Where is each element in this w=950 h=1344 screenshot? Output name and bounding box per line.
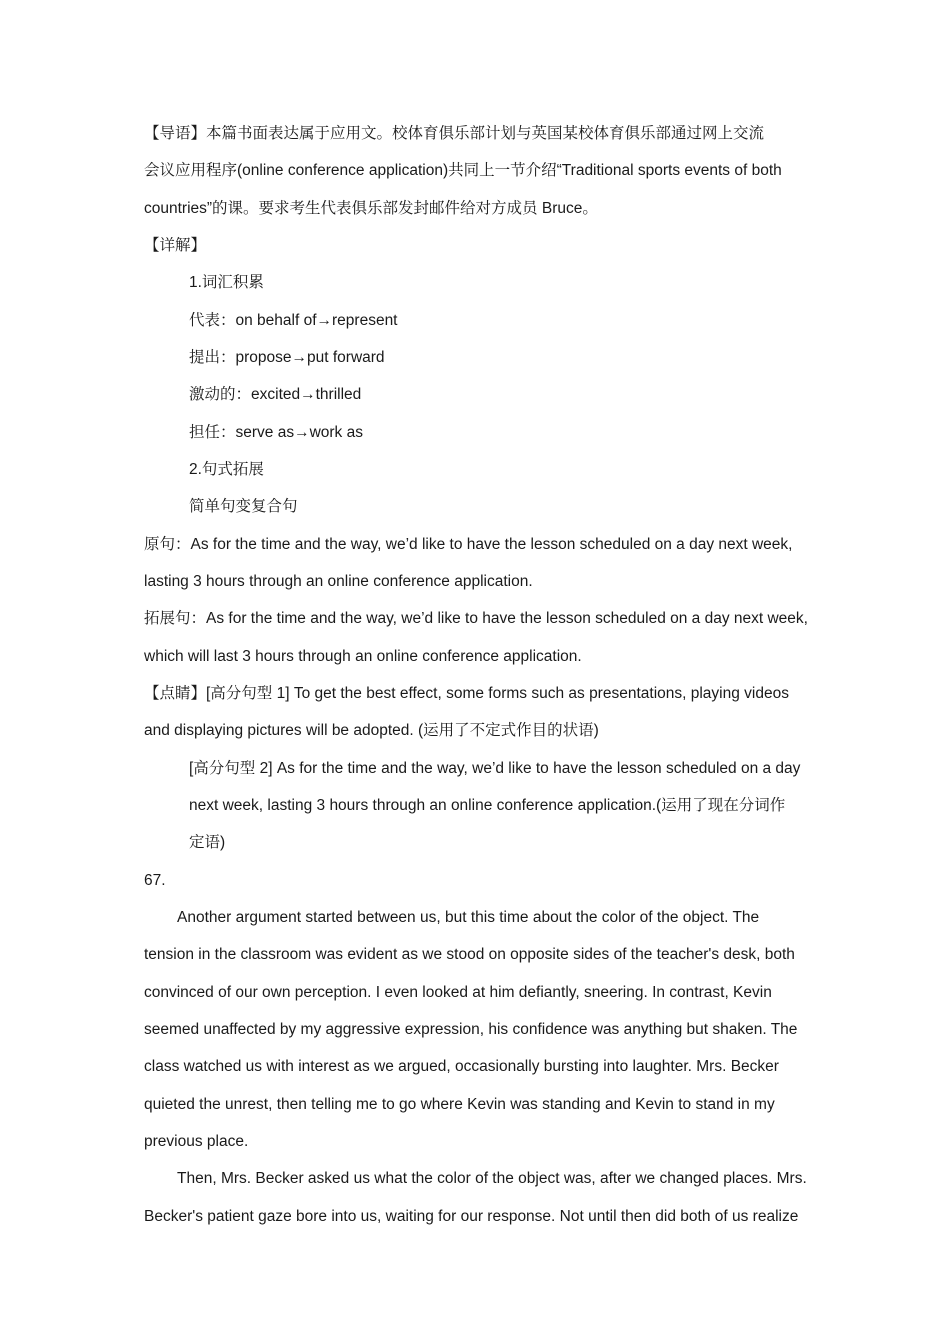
original-sentence-line-1: 原句：As for the time and the way, we’d like to have the lesson scheduled on a day next week, bbox=[144, 536, 793, 553]
intro-line-3: countries”的课。要求考生代表俱乐部发封邮件给对方成员 Bruce。 bbox=[144, 200, 598, 217]
story-line: convinced of our own perception. I even looked at him defiantly, sneering. In contrast, Kevin bbox=[144, 984, 772, 1001]
sentence-title: 2.句式拓展 bbox=[189, 461, 264, 478]
tips-line-3: [高分句型 2] As for the time and the way, we’d like to have the lesson scheduled on a day bbox=[189, 760, 801, 777]
sentence-subtitle: 简单句变复合句 bbox=[189, 498, 298, 515]
original-sentence-line-2: lasting 3 hours through an online conference application. bbox=[144, 573, 533, 590]
vocab-title: 1.词汇积累 bbox=[189, 274, 264, 291]
expanded-sentence-line-2: which will last 3 hours through an online conference application. bbox=[144, 648, 582, 665]
vocab-item: 代表：on behalf of→represent bbox=[189, 312, 398, 329]
story-line: Becker's patient gaze bore into us, waiting for our response. Not until then did both of us realize bbox=[144, 1208, 799, 1225]
tips-line-1: 【点睛】[高分句型 1] To get the best effect, some forms such as presentations, playing videos bbox=[144, 685, 789, 702]
story-line: class watched us with interest as we argued, occasionally bursting into laughter. Mrs. Becker bbox=[144, 1058, 779, 1075]
question-number: 67. bbox=[144, 872, 166, 889]
story-line: tension in the classroom was evident as we stood on opposite sides of the teacher's desk, both bbox=[144, 946, 795, 963]
tips-line-4: next week, lasting 3 hours through an online conference application.(运用了现在分词作 bbox=[189, 797, 786, 814]
expanded-sentence-line-1: 拓展句：As for the time and the way, we’d like to have the lesson scheduled on a day next week, bbox=[144, 610, 808, 627]
vocab-item: 担任：serve as→work as bbox=[189, 424, 363, 441]
story-line: Then, Mrs. Becker asked us what the color of the object was, after we changed places. Mrs. bbox=[177, 1170, 807, 1187]
story-line: previous place. bbox=[144, 1133, 249, 1150]
tips-line-2: and displaying pictures will be adopted. (运用了不定式作目的状语) bbox=[144, 722, 599, 739]
intro-line-2: 会议应用程序(online conference application)共同上一节介绍“Traditional sports events of both bbox=[144, 162, 782, 179]
story-line: Another argument started between us, but this time about the color of the object. The bbox=[177, 909, 760, 926]
tips-line-5: 定语) bbox=[189, 834, 226, 851]
vocab-item: 提出：propose→put forward bbox=[189, 349, 385, 366]
story-line: seemed unaffected by my aggressive expression, his confidence was anything but shaken. The bbox=[144, 1021, 798, 1038]
intro-line-1: 【导语】本篇书面表达属于应用文。校体育俱乐部计划与英国某校体育俱乐部通过网上交流 bbox=[144, 125, 765, 142]
vocab-item: 激动的：excited→thrilled bbox=[189, 386, 362, 403]
details-heading: 【详解】 bbox=[144, 237, 207, 254]
story-line: quieted the unrest, then telling me to go where Kevin was standing and Kevin to stand in my bbox=[144, 1096, 775, 1113]
